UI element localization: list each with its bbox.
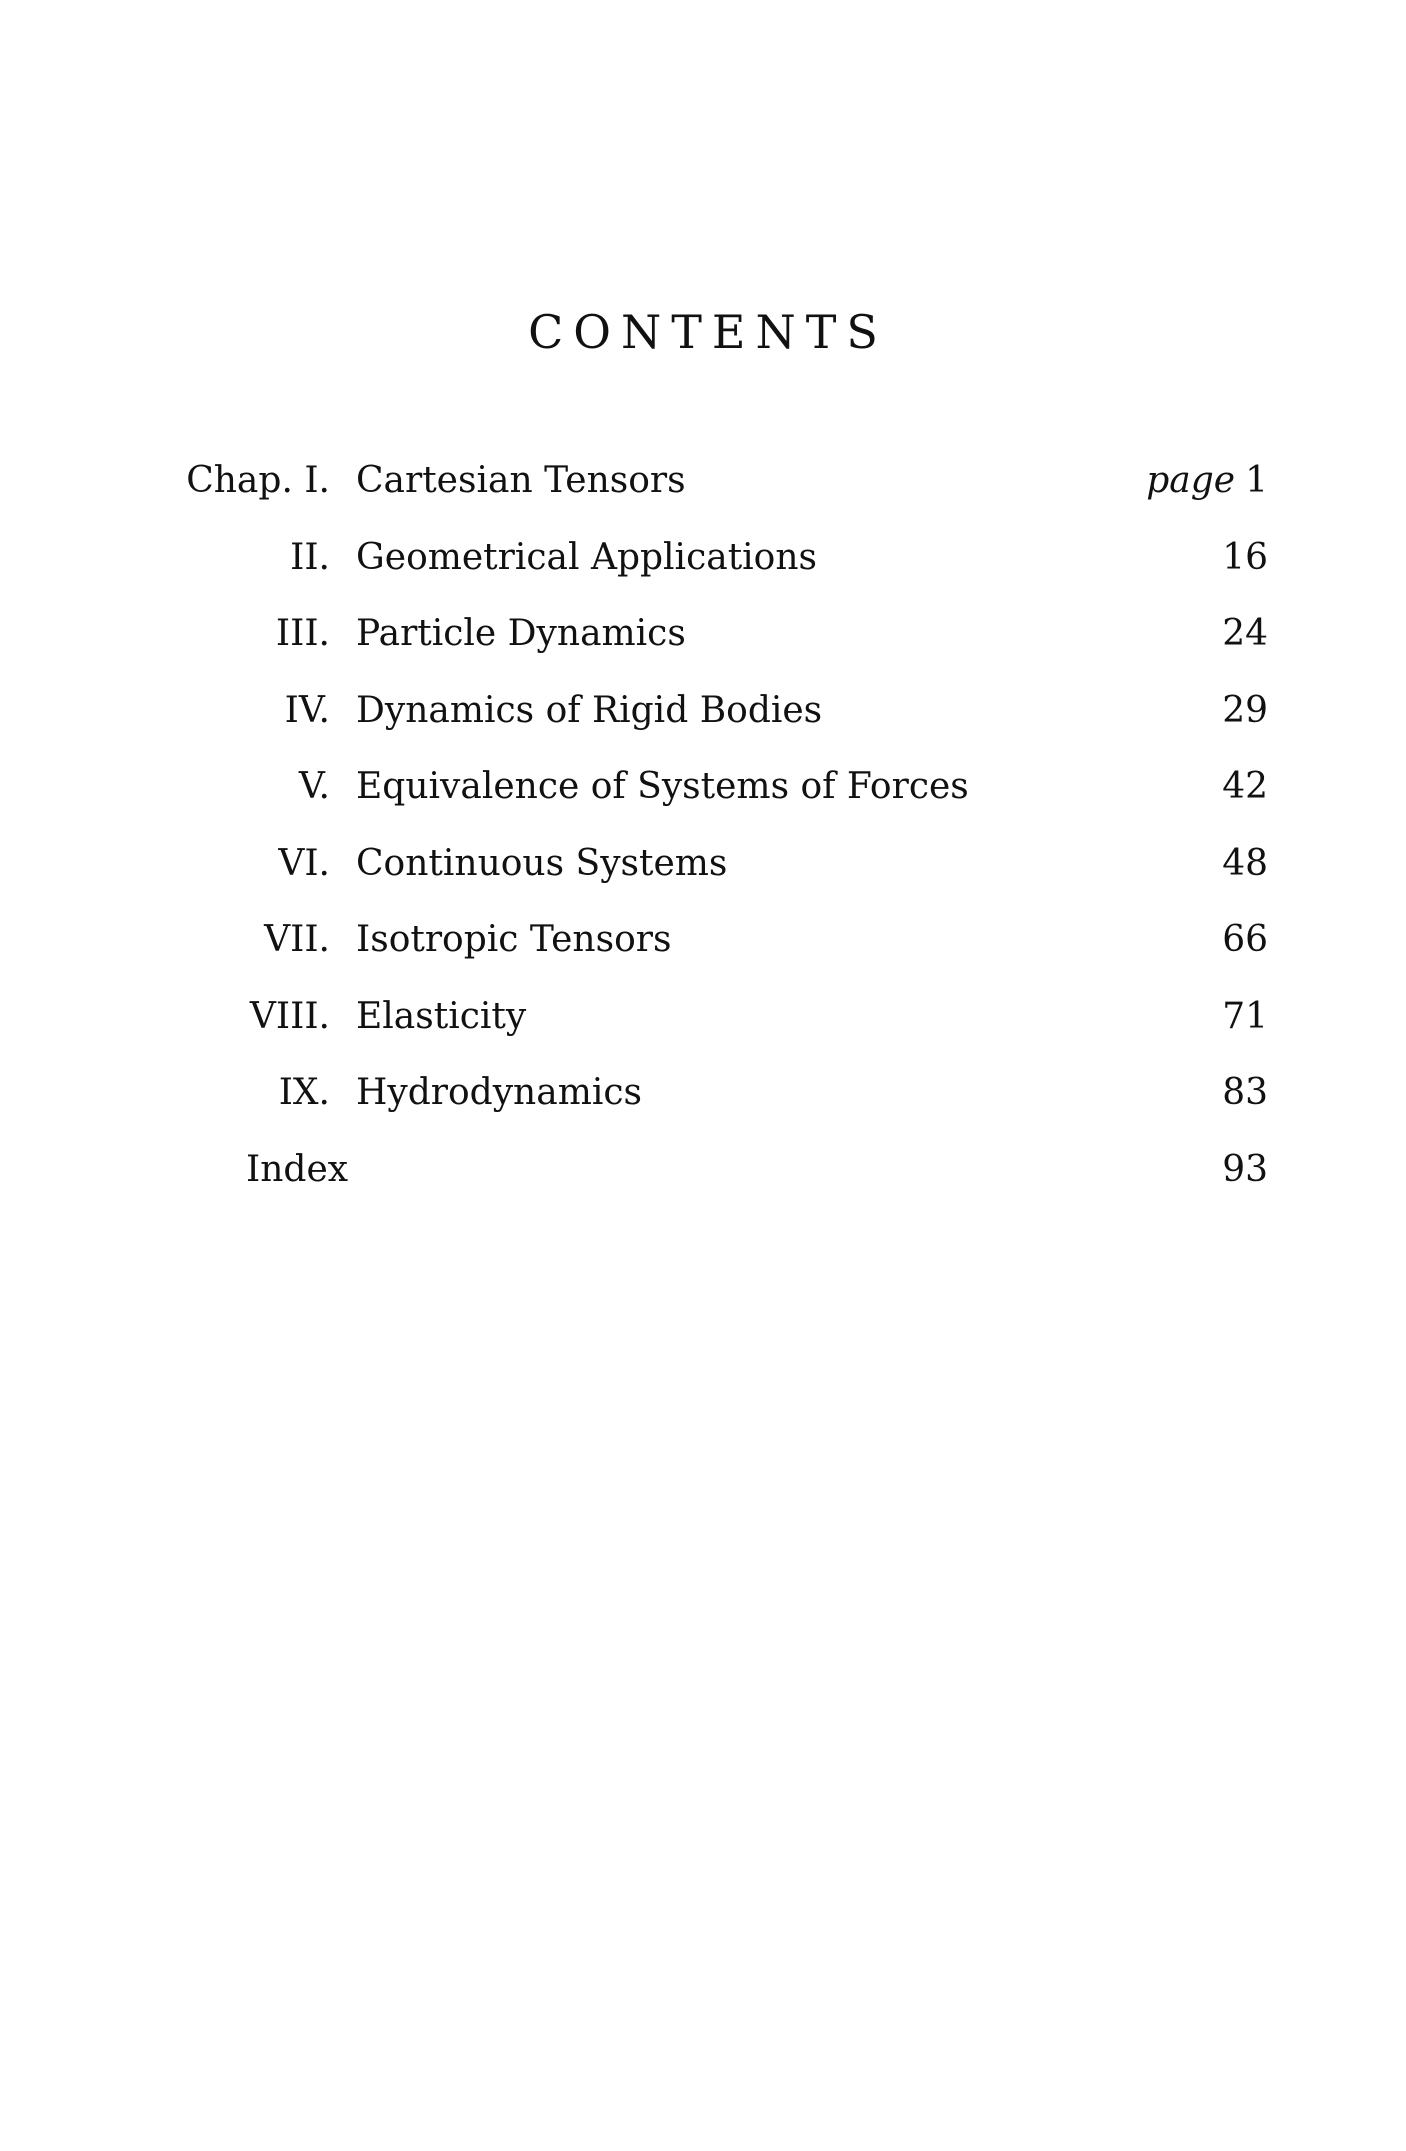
chapter-number: IX. [278, 1072, 330, 1113]
chapter-title: Particle Dynamics [356, 613, 686, 654]
chapter-number: VII. [264, 919, 330, 960]
page-number: 66 [1222, 919, 1268, 960]
chapter-title: Continuous Systems [356, 842, 728, 884]
chapter-title: Isotropic Tensors [356, 919, 672, 960]
toc-entry-chapter-6 [148, 843, 1268, 920]
chapter-number: VIII. [249, 995, 330, 1037]
toc-entry-chapter-9 [148, 1072, 1268, 1149]
chapter-title: Cartesian Tensors [356, 460, 686, 501]
chapter-title: Equivalence of Systems of Forces [356, 766, 969, 807]
chapter-title: Geometrical Applications [356, 536, 818, 578]
toc-entry-chapter-1 [148, 460, 1268, 537]
contents-heading: CONTENTS [528, 305, 888, 359]
table-of-contents [148, 460, 1268, 1225]
chapter-title: Elasticity [356, 995, 527, 1037]
toc-entry-chapter-2 [148, 537, 1268, 614]
chapter-number: Chap. I. [186, 460, 330, 501]
toc-entry-chapter-5 [148, 766, 1268, 843]
chapter-title: Hydrodynamics [356, 1072, 642, 1113]
toc-entry-chapter-3 [148, 613, 1268, 690]
chapter-title: Dynamics of Rigid Bodies [356, 689, 823, 731]
page-number: 29 [1222, 689, 1268, 731]
page-word: page [1146, 460, 1236, 501]
page-number: 24 [1222, 613, 1268, 654]
page-number: 16 [1222, 536, 1268, 578]
chapter-number: III. [275, 613, 330, 654]
page-number: 48 [1222, 842, 1268, 884]
page-number: 42 [1222, 766, 1268, 807]
toc-entry-chapter-7 [148, 919, 1268, 996]
page-number: 71 [1222, 995, 1268, 1037]
chapter-number: II. [290, 536, 330, 578]
toc-entry-chapter-4 [148, 690, 1268, 767]
toc-entry-chapter-8 [148, 996, 1268, 1073]
chapter-number: IV. [284, 689, 330, 731]
toc-entry-index [148, 1149, 1268, 1226]
page-number: 93 [1222, 1148, 1268, 1190]
page-number: 83 [1222, 1072, 1268, 1113]
page-number: 1 [1245, 460, 1268, 501]
chapter-number: V. [298, 766, 330, 807]
index-title: Index [246, 1148, 349, 1190]
chapter-number: VI. [278, 842, 330, 884]
